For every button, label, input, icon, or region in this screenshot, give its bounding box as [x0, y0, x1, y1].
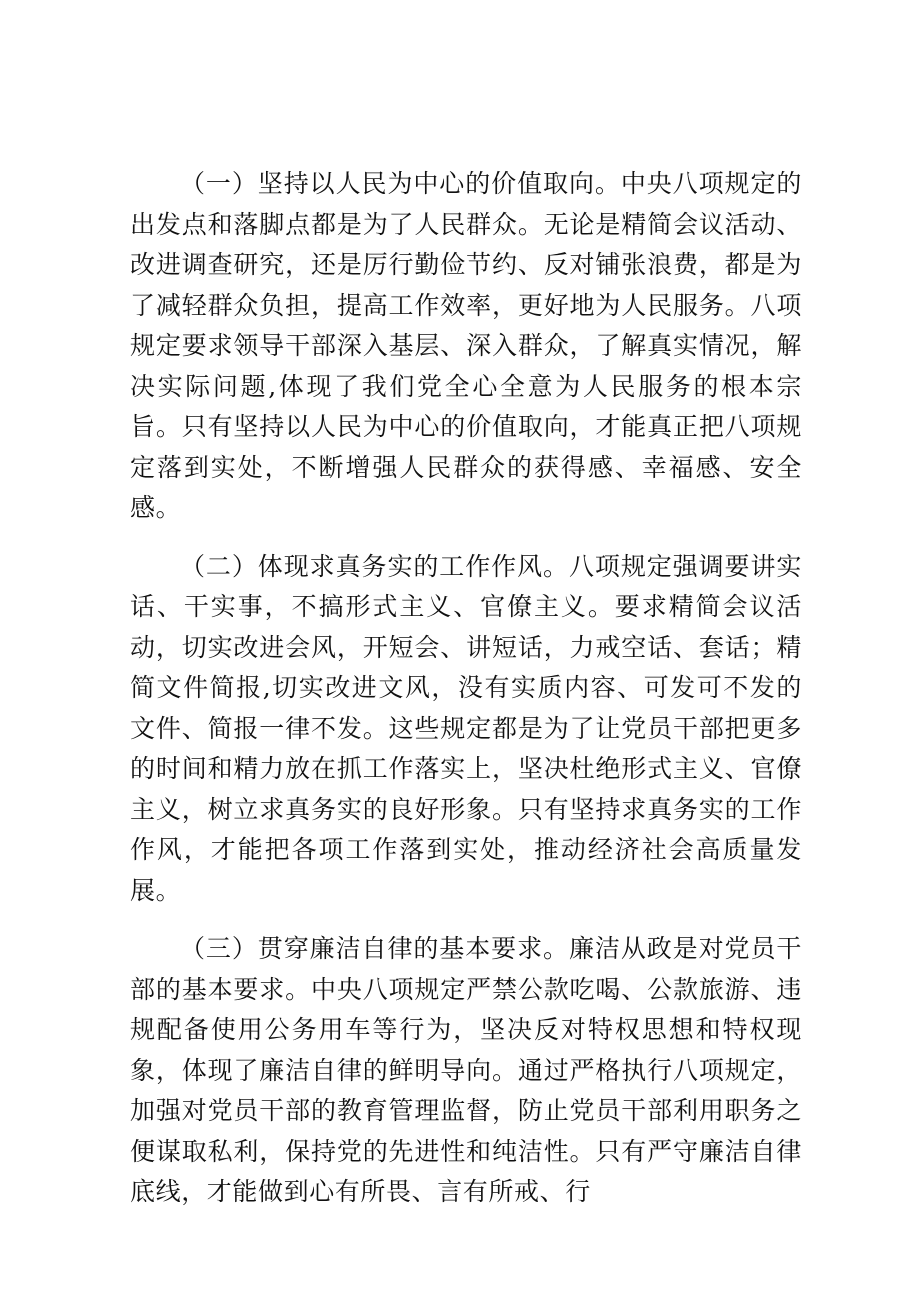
paragraph-2: （二）体现求真务实的工作作风。八项规定强调要讲实话、干实事，不搞形式主义、官僚主义。要求精简会议活动，切实改进会风，开短会、讲短话，力戒空话、套话；精简文件简报,切实改进文风，没有实质内容、可发可不发的文件、简报一律不发。这些规定都是为了让党员干部把更多的时间和精力放在抓工作落实上，坚决杜绝形式主义、官僚主义，树立求真务实的良好形象。只有坚持求真务实的工作作风，才能把各项工作落到实处，推动经济社会高质量发展。 [130, 551, 802, 905]
paragraph-3: （三）贯穿廉洁自律的基本要求。廉洁从政是对党员干部的基本要求。中央八项规定严禁公款吃喝、公款旅游、违规配备使用公务用车等行为，坚决反对特权思想和特权现象，体现了廉洁自律的鲜明导向。通过严格执行八项规定，加强对党员干部的教育管理监督，防止党员干部利用职务之便谋取私利，保持党的先进性和纯洁性。只有严守廉洁自律底线，才能做到心有所畏、言有所戒、行 [130, 934, 802, 1206]
paragraph-1: （一）坚持以人民为中心的价值取向。中央八项规定的出发点和落脚点都是为了人民群众。无论是精简会议活动、改进调查研究，还是厉行勤俭节约、反对铺张浪费，都是为了减轻群众负担，提高工作效率，更好地为人民服务。八项规定要求领导干部深入基层、深入群众，了解真实情况，解决实际问题,体现了我们党全心全意为人民服务的根本宗旨。只有坚持以人民为中心的价值取向，才能真正把八项规定落到实处，不断增强人民群众的获得感、幸福感、安全感。 [130, 169, 802, 522]
document-body [130, 164, 802, 1231]
